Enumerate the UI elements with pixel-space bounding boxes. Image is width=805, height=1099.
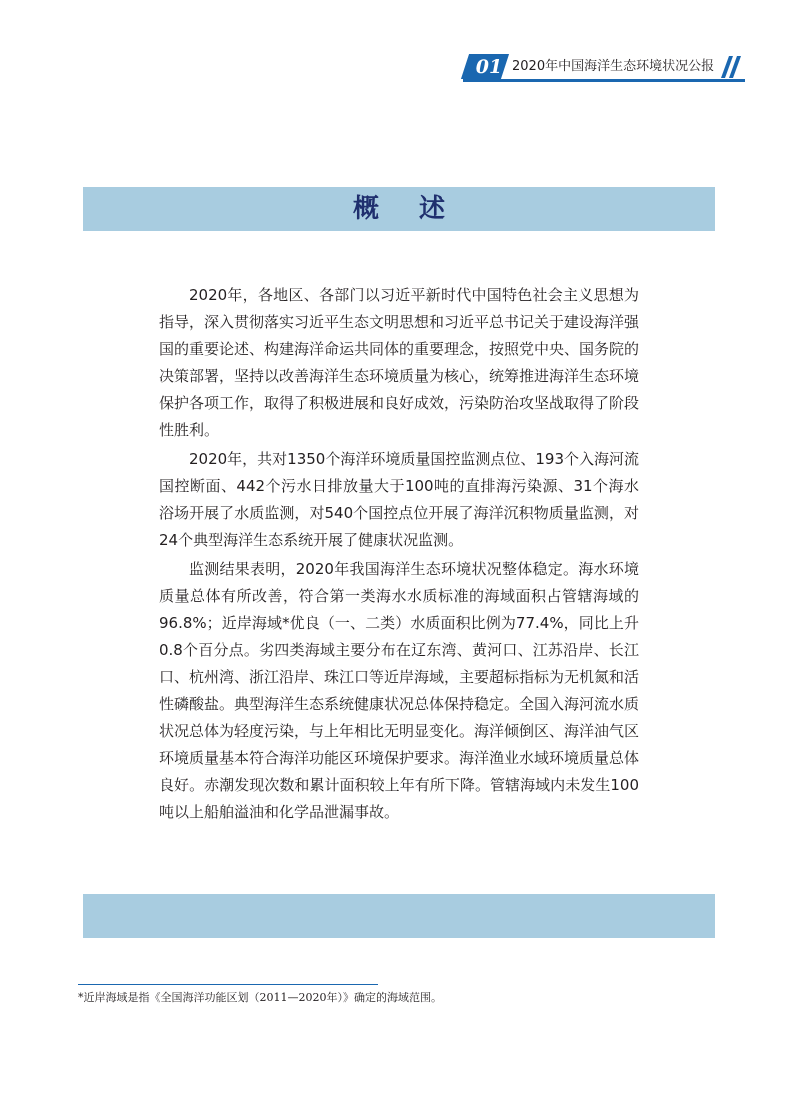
section-heading: 概述 bbox=[352, 194, 485, 224]
paragraph: 2020年，各地区、各部门以习近平新时代中国特色社会主义思想为指导，深入贯彻落实习近平生态文明思想和习近平总书记关于建设海洋强国的重要论述、构建海洋命运共同体的重要理念，按照党中央、国务院的决策部署，坚持以改善海洋生态环境质量为核心，统筹推进海洋生态环境保护各项工作，取得了积极进展和良好成效，污染防治攻坚战取得了阶段性胜利。 bbox=[159, 286, 640, 439]
footnote: *近岸海域是指《全国海洋功能区划（2011—2020年）》确定的海域范围。 bbox=[78, 991, 442, 1004]
body-text bbox=[159, 282, 639, 828]
report-title: 2020年中国海洋生态环境状况公报 bbox=[512, 59, 715, 74]
paragraph: 2020年，共对1350个海洋环境质量国控监测点位、193个入海河流国控断面、442个污水日排放量大于100吨的直排海污染源、31个海水浴场开展了水质监测，对540个国控点位开展了海洋沉积物质量监测，对24个典型海洋生态系统开展了健康状况监测。 bbox=[159, 450, 639, 549]
header-rule bbox=[463, 79, 745, 82]
paragraph: 监测结果表明，2020年我国海洋生态环境状况整体稳定。海水环境质量总体有所改善，符合第一类海水水质标准的海域面积占管辖海域的96.8%；近岸海域*优良（一、二类）水质面积比例为77.4%，同比上升0.8个百分点。劣四类海域主要分布在辽东湾、黄河口、江苏沿岸、长江口、杭州湾、浙江沿岸、珠江口等近岸海域，主要超标指标为无机氮和活性磷酸盐。典型海洋生态系统健康状况总体保持稳定。全国入海河流水质状况总体为轻度污染，与上年相比无明显变化。海洋倾倒区、海洋油气区环境质量基本符合海洋功能区环境保护要求。海洋渔业水域环境质量总体良好。赤潮发现次数和累计面积较上年有所下降。管辖海域内未发生100吨以上船舶溢油和化学品泄漏事故。 bbox=[159, 560, 640, 821]
section-title-band bbox=[83, 187, 715, 231]
footnote-rule bbox=[78, 984, 378, 985]
decorative-band bbox=[83, 894, 715, 938]
page-header bbox=[463, 54, 745, 82]
page-number: 01 bbox=[475, 56, 503, 78]
